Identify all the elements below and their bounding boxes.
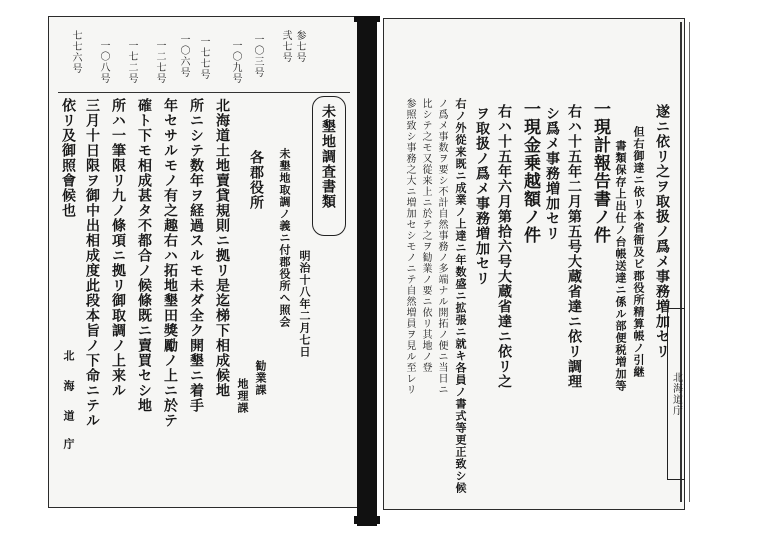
archive-stamp-text: 北海道庁 [670,372,682,416]
sender-department: 勧業課 [254,360,267,396]
top-note: 一七七号 [198,36,209,80]
body-column: 依リ及御照會候也 [60,98,76,218]
header-rule [58,92,350,93]
margin-stamp-char: 海 [62,380,75,392]
top-note: 一〇三号 [252,34,263,78]
section-heading: 一現金乗越額ノ件 [520,100,540,244]
binding-top [354,16,380,22]
top-note: 七七六号 [70,30,81,74]
top-note: 参七号 [294,30,305,63]
body-column: 書類保存上出仕ノ台帳送達ニ係ル部便税増加等 [614,140,627,392]
addressee: 各郡役所 [248,150,264,210]
body-column: 右ハ十五年二月第五号大蔵省達ニ依リ調理 [566,104,582,389]
binding-bottom [354,516,380,524]
top-note: 一〇九号 [230,40,241,84]
top-note: 一七二号 [126,40,137,84]
top-note: 弐七号 [280,30,291,63]
body-column: 確ト下モ相成甚タ不都合ノ候條既ニ賣買セシ地 [136,98,152,413]
sender-department: 地理課 [236,378,249,414]
margin-stamp-char: 北 [62,350,75,362]
top-note: 一〇八号 [98,40,109,84]
body-column: シ爲メ事務増加セリ [544,106,560,241]
subject-line: 未墾地取調ノ義ニ付郡役所ヘ照会 [278,148,291,328]
body-column: 比シテ之モ又從来上ニ於テ之ヲ勧業ノ要ニ依リ其地ノ登 [420,98,431,373]
body-column: ヲ取扱ノ爲メ事務増加セリ [474,106,490,286]
body-column: 年セサルモノ有之趣右ハ拓地墾田獎勵ノ上ニ於テ [162,98,178,428]
section-heading: 一現計報告書ノ件 [590,100,610,244]
body-column: 但右御達ニ依リ本省衙及ビ郡役所精算帳ノ引継 [632,126,645,378]
body-column: 遂ニ依リ之ヲ取扱ノ爲メ事務増加セリ [654,104,670,359]
margin-stamp-char: 道 [62,410,75,422]
body-column: 右ハ十五年六月第拾六号大蔵省達ニ依リ之 [496,104,512,389]
book-binding [357,18,377,526]
document-title: 未墾地調査書類 [320,104,336,209]
margin-stamp-char: 庁 [62,438,75,450]
date-line: 明治十八年二月七日 [298,250,311,358]
body-column: 所ニシテ数年ヲ経過スルモ未ダ全ク開墾ニ着手 [188,98,204,413]
body-column: 参照致シ事務之大ニ増加セシモノニテ自然増員ヲ見ル至レリ [404,98,415,395]
archive-stamp [667,308,685,480]
body-column: 所ハ一筆限リ九ノ條項ニ拠リ御取調ノ上来ル [110,98,126,398]
body-column: 右ノ外從来既ニ成業ノ上達ニ年数盛ニ拡張ニ就キ各員ノ書式等更正致シ候 [454,98,467,494]
body-column: 北海道土地賣貸規則ニ拠リ是迄梯下相成候地 [214,98,230,398]
top-note: 一〇六号 [178,34,189,78]
body-column: ノ爲メ事数ヲ要シ不計自然事務ノ多端ナル開拓ノ便ニ当日ニ [436,98,447,395]
body-column: 三月十日限ヲ御中出相成度此段本旨ノ下命ニテル [84,98,100,428]
top-note: 一二七号 [154,40,165,84]
